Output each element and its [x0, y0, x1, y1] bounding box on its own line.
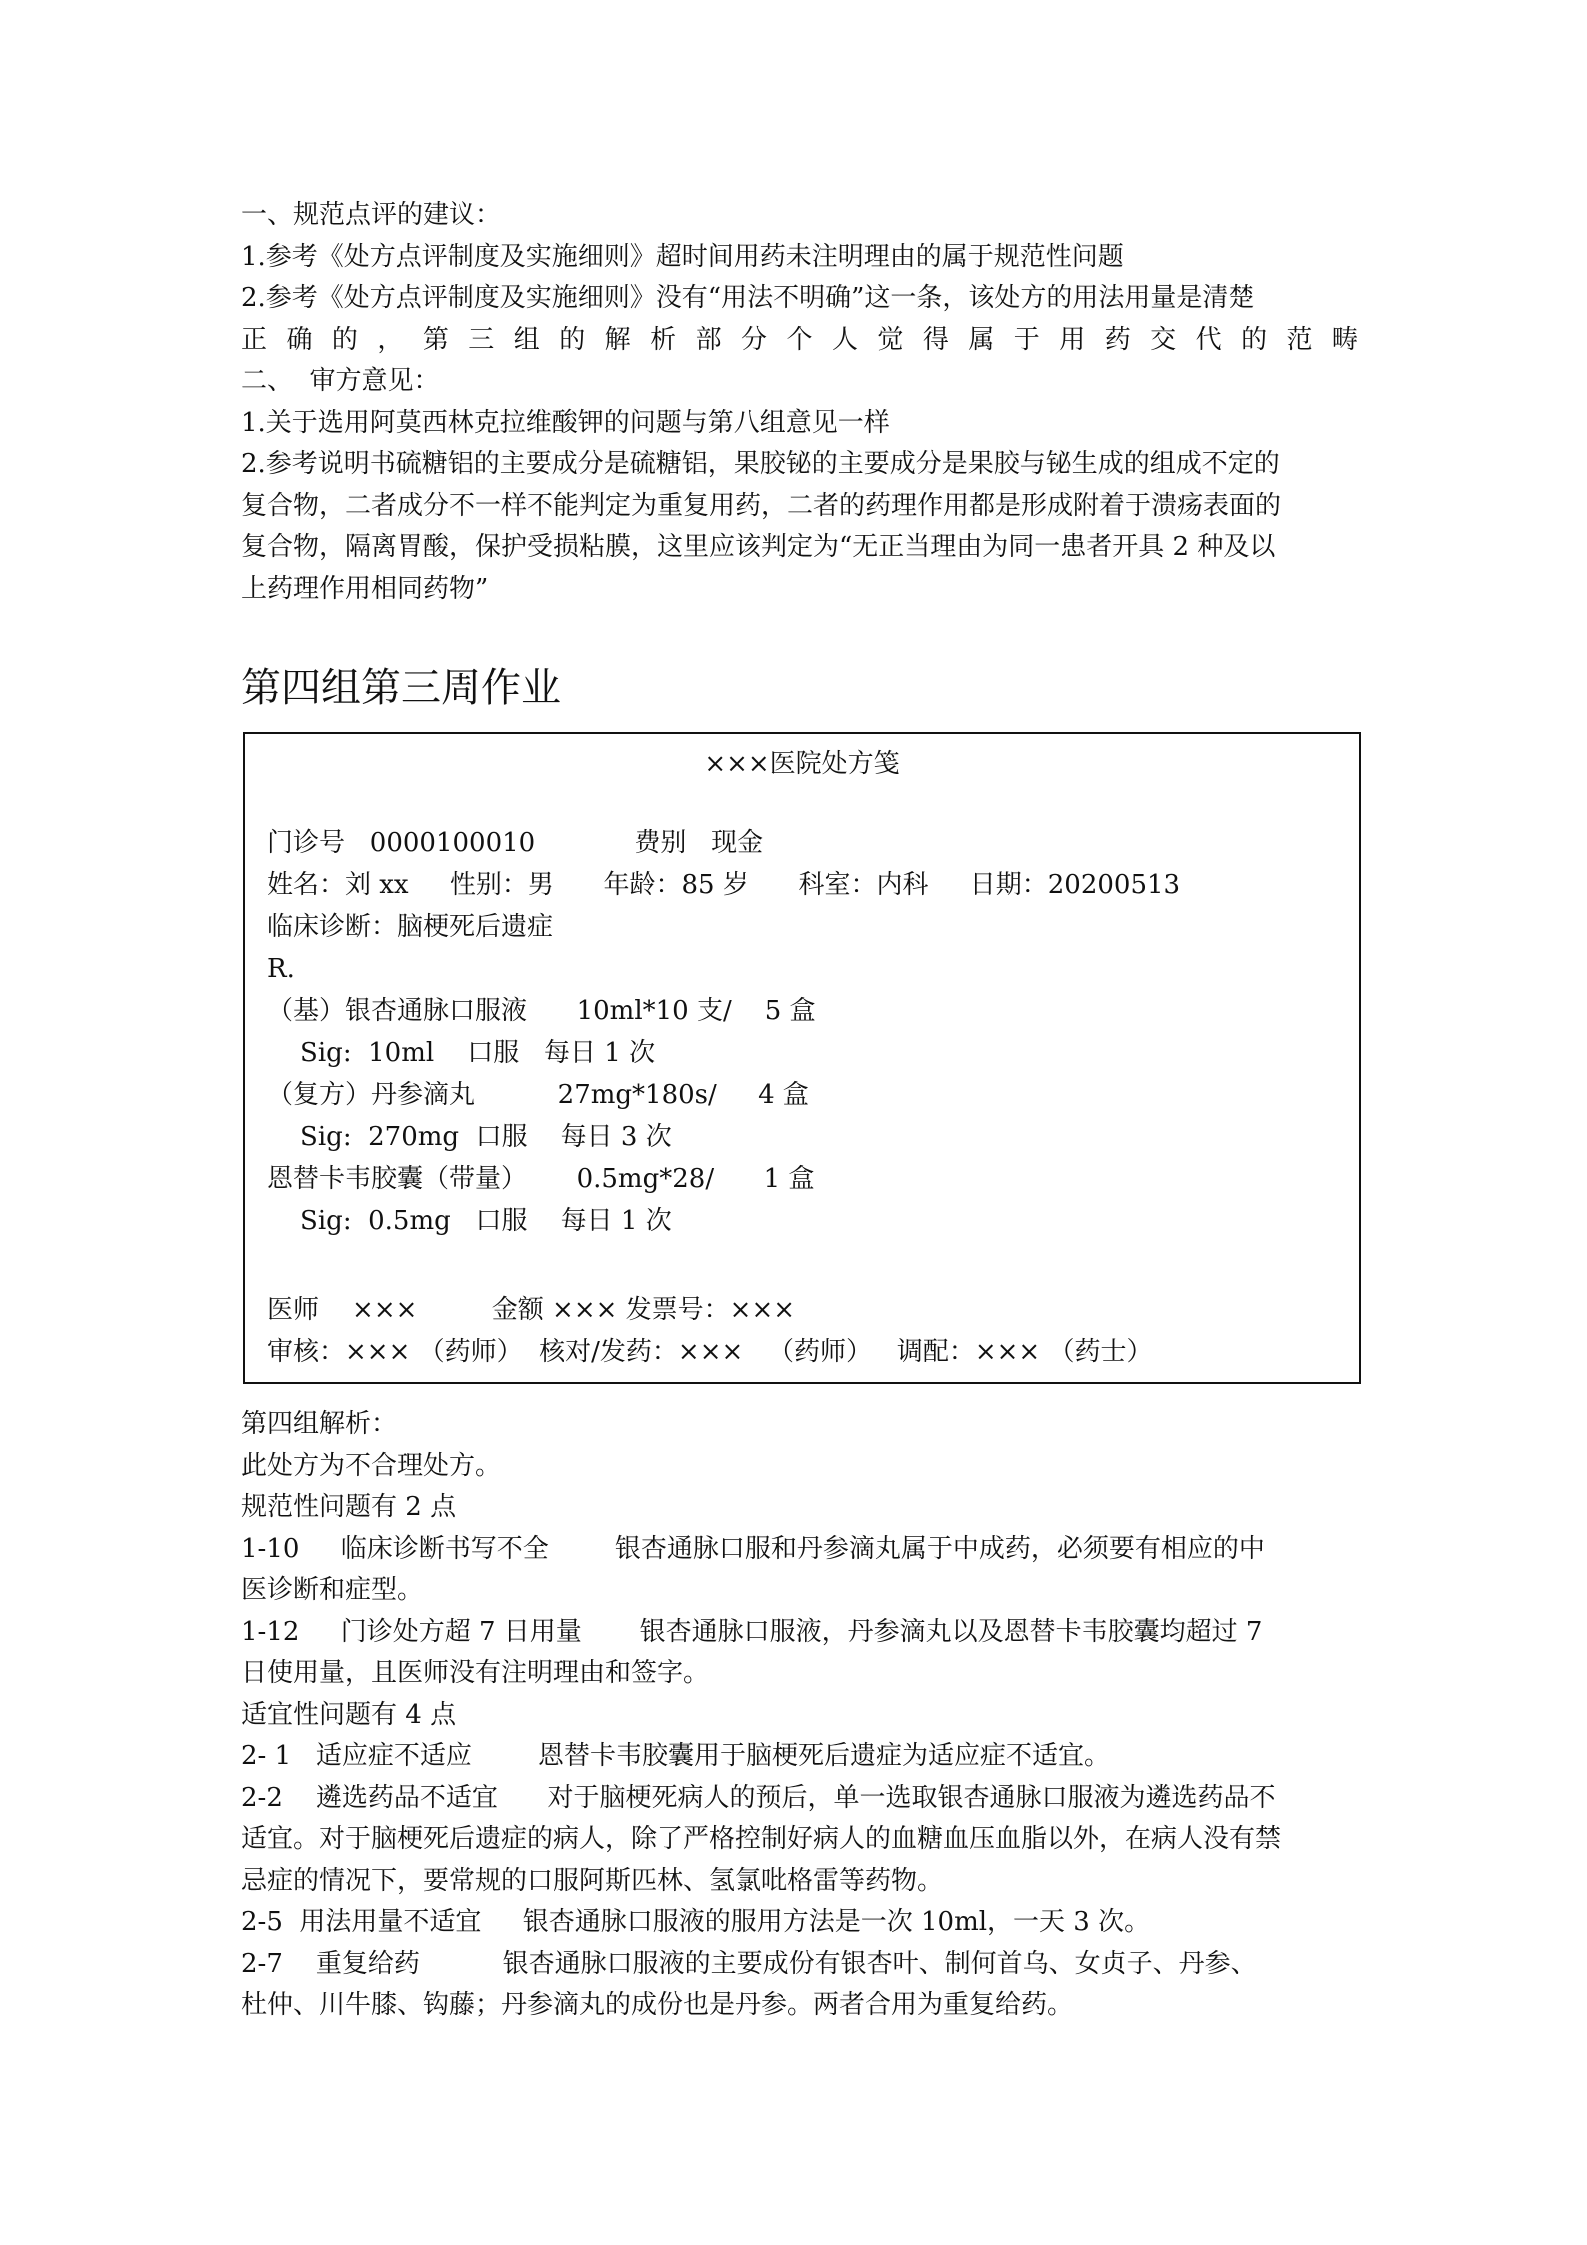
- prescription-row: 门诊号 0000100010 费别 现金: [267, 828, 764, 858]
- intro-line: 正确的，第三组的解析部分个人觉得属于用药交代的范畴: [241, 324, 1358, 355]
- prescription-row: R.: [267, 954, 295, 984]
- analysis-line: 2-7 重复给药 银杏通脉口服液的主要成份有银杏叶、制何首乌、女贞子、丹参、: [241, 1948, 1257, 1979]
- intro-section: [241, 195, 1358, 724]
- prescription-body: [267, 822, 1180, 1242]
- analysis-line: 1-10 临床诊断书写不全 银杏通脉口服和丹参滴丸属于中成药，必须要有相应的中: [241, 1533, 1265, 1564]
- intro-line: 1.参考《处方点评制度及实施细则》超时间用药未注明理由的属于规范性问题: [241, 241, 1124, 272]
- analysis-line: 1-12 门诊处方超 7 日用量 银杏通脉口服液，丹参滴丸以及恩替卡韦胶囊均超过 7: [241, 1616, 1263, 1647]
- analysis-line: 日使用量，且医师没有注明理由和签字。: [241, 1658, 710, 1688]
- section-title: 第四组第三周作业: [241, 665, 561, 711]
- prescription-row: （基）银杏通脉口服液 10ml*10 支/ 5 盒: [267, 996, 816, 1026]
- intro-line: 1.关于选用阿莫西林克拉维酸钾的问题与第八组意见一样: [241, 407, 890, 438]
- analysis-line: 医诊断和症型。: [241, 1575, 424, 1605]
- prescription-row: Sig: 0.5mg 口服 每日 1 次: [267, 1206, 672, 1236]
- analysis-line: 规范性问题有 2 点: [241, 1492, 457, 1522]
- prescription-row: 恩替卡韦胶囊（带量） 0.5mg*28/ 1 盒: [267, 1164, 815, 1194]
- analysis-line: 2- 1 适应症不适应 恩替卡韦胶囊用于脑梗死后遗症为适应症不适宜。: [241, 1741, 1111, 1771]
- prescription-row: 临床诊断：脑梗死后遗症: [267, 912, 554, 942]
- prescription-footer: [267, 1289, 1152, 1373]
- intro-line: 二、 审方意见：: [241, 366, 440, 396]
- prescription-footer-row: 医师 ××× 金额 ××× 发票号：×××: [267, 1295, 796, 1325]
- intro-line: 2.参考说明书硫糖铝的主要成分是硫糖铝，果胶铋的主要成分是果胶与铋生成的组成不定的: [241, 449, 1280, 479]
- intro-line: 复合物，二者成分不一样不能判定为重复用药，二者的药理作用都是形成附着于溃疡表面的: [241, 490, 1282, 521]
- analysis-line: 适宜。对于脑梗死后遗症的病人，除了严格控制好病人的血糖血压血脂以外，在病人没有禁: [241, 1824, 1282, 1854]
- intro-line: 上药理作用相同药物”: [241, 573, 489, 604]
- analysis-line: 忌症的情况下，要常规的口服阿斯匹林、氢氯吡格雷等药物。: [241, 1865, 944, 1896]
- prescription-row: Sig: 10ml 口服 每日 1 次: [267, 1038, 656, 1068]
- prescription-row: 姓名：刘 xx 性别：男 年龄：85 岁 科室：内科 日期：20200513: [267, 870, 1181, 900]
- prescription-row: Sig: 270mg 口服 每日 3 次: [267, 1122, 672, 1152]
- analysis-line: 此处方为不合理处方。: [241, 1450, 502, 1481]
- intro-line: 一、规范点评的建议：: [241, 200, 502, 230]
- analysis-line: 2-5 用法用量不适宜 银杏通脉口服液的服用方法是一次 10ml，一天 3 次。: [241, 1907, 1151, 1937]
- intro-line: 复合物，隔离胃酸，保护受损粘膜，这里应该判定为“无正当理由为同一患者开具 2 种及以: [241, 532, 1276, 562]
- prescription-footer-row: 审核：××× （药师） 核对/发药：××× （药师） 调配：××× （药士）: [267, 1337, 1153, 1367]
- analysis-line: 第四组解析：: [241, 1409, 398, 1439]
- analysis-line: 适宜性问题有 4 点: [241, 1699, 457, 1730]
- prescription-box: [243, 732, 1361, 1384]
- prescription-row: （复方）丹参滴丸 27mg*180s/ 4 盒: [267, 1080, 809, 1110]
- analysis-line: 2-2 遴选药品不适宜 对于脑梗死病人的预后，单一选取银杏通脉口服液为遴选药品不: [241, 1782, 1276, 1813]
- analysis-line: 杜仲、川牛膝、钩藤；丹参滴丸的成份也是丹参。两者合用为重复给药。: [241, 1990, 1074, 2020]
- intro-line: 2.参考《处方点评制度及实施细则》没有“用法不明确”这一条，该处方的用法用量是清楚: [241, 283, 1255, 313]
- analysis-section: [241, 1404, 1358, 2027]
- prescription-title: ×××医院处方笺: [704, 749, 900, 779]
